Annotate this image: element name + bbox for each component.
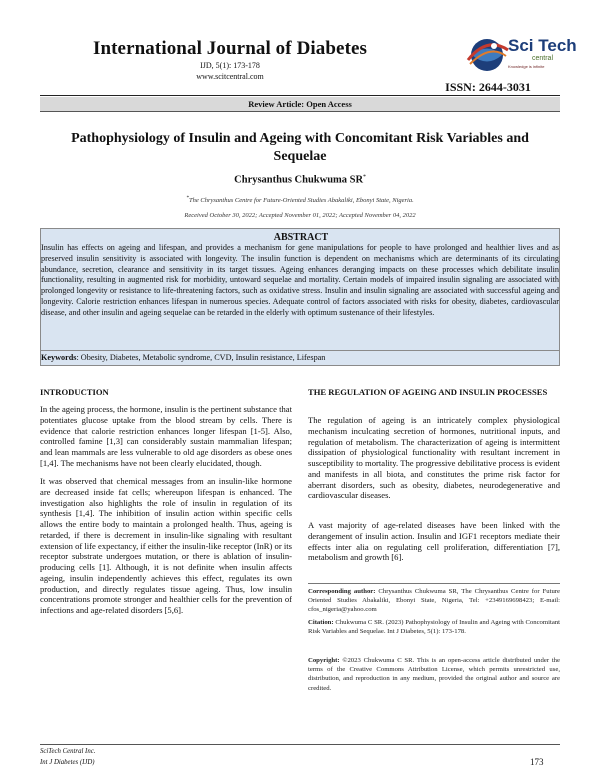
author: Chrysanthus Chukwuma SR* (234, 174, 366, 186)
footer-journal: Int J Diabetes (IJD) (40, 759, 95, 766)
abstract-box (40, 228, 560, 366)
regulation-paragraph-2: A vast majority of age-related diseases have been linked with the derangement of insulin action. Insulin and IGF1 receptors mediate their effects inter alia on regulating cell proliferation, differentiation [7], metabolism and growth [6]. (308, 520, 560, 563)
issn: ISSN: 2644-3031 (445, 80, 531, 94)
abstract-heading: ABSTRACT (273, 232, 329, 243)
logo-wordmark: Sci Tech (508, 36, 577, 55)
meta-divider (308, 583, 560, 584)
article-dates: Received October 30, 2022; Accepted November 01, 2022; Accepted November 04, 2022 (184, 212, 416, 219)
keywords: Keywords: Obesity, Diabetes, Metabolic syndrome, CVD, Insulin resistance, Lifespan (41, 350, 559, 363)
copyright: Copyright: ©2023 Chukwuma C SR. This is an open-access article distributed under the terms of the Creative Commons Attribution License, which permits unrestricted use, distribution, and reproduction in any medium, provided the original author and source are credited. (308, 657, 560, 692)
header-divider (40, 95, 560, 96)
volume-info: IJD, 5(1): 173-178 (200, 61, 260, 70)
regulation-paragraph-1: The regulation of ageing is an intricately complex physiological mechanism inculcating secretion of hormones, nutritional inputs, and regulation of metabolism. The characterization of ageing is intermittent dissipation of physiological functionality with resultant increment in susceptibility to mortality. The progressive debilitative process is evident and manifests in all biota, and constitutes the prime risk factor for aberrant disorders, such as obesity, diabetes, neurodegenerative and cardiovascular diseases. (308, 415, 560, 501)
footer-divider (40, 744, 560, 745)
paper-title: Pathophysiology of Insulin and Ageing with Concomitant Risk Variables and Sequelae (71, 131, 529, 164)
logo-central: central (532, 55, 554, 62)
scitech-logo (462, 30, 592, 82)
introduction-heading: INTRODUCTION (40, 387, 109, 397)
article-type-banner: Review Article: Open Access (40, 97, 560, 111)
footer-publisher: SciTech Central Inc. (40, 748, 96, 755)
introduction-paragraph-1: In the ageing process, the hormone, insulin is the pertinent substance that potentiates glucose uptake from the blood stream by cells. There is evidence that calorie restriction enhances longer lifespan [1-5]. Also, controlled famine [1,3] can considerably sustain mammalian lifespan; and lean mammals are less vulnerable to old age disorders as obese ones [1,4]. The mechanisms have not been clearly elucidated, though. (40, 404, 292, 468)
affiliation: *The Chrysanthus Centre for Future-Oriented Studies Abakaliki, Ebonyi State, Nigeria. (186, 195, 414, 205)
globe-icon (464, 32, 510, 78)
citation: Citation: Chukwuma C SR. (2023) Pathophysiology of Insulin and Ageing with Concomitant Risk Variables and Sequelae. Int J Diabetes, 5(1): 173-178. (308, 619, 560, 636)
introduction-paragraph-2: It was observed that chemical messages from an insulin-like hormone are decreased inside fat cells; whereupon lifespan is enhanced. The investigation also highlights the role of insulin in regulation of its synthesis [1,4]. The inhibition of insulin action within specific cells allows the entire body to maintain a prolonged health. Thus, ageing is retarded, if there is decrement in insulin-like signaling with resultant extension of life expectancy, if either the insulin-like receptor (InR) or its receptor substrate undergoes mutation, or there is ablation of insulin-producing cells [1]. Although, it is not definite when insulin affects ageing, insulin independently achieves this effect, regulates its own production, and directly regulates tissue ageing. Thus, low insulin concentrations promote stronger and healthier cells for the prevention of infections and age-related disorders [5,6]. (40, 476, 292, 615)
corresponding-author: Corresponding author: Chrysanthus Chukwuma SR, The Chrysanthus Centre for Future Oriented Studies Abakaliki, Ebonyi State, Nigeria, Tel: +2349169698423; E-mail: cfos_nigeria@yahoo.com (308, 588, 561, 614)
journal-title: International Journal of Diabetes (92, 38, 368, 59)
banner-divider (40, 111, 560, 112)
regulation-heading: THE REGULATION OF AGEING AND INSULIN PROCESSES (308, 387, 548, 397)
logo-tagline: Knowledge is infinite (508, 64, 545, 69)
abstract-text: Insulin has effects on ageing and lifespan, and provides a mechanism for gene manipulations for people to have prolonged and healthier lives and as preserved insulin sensitivity is associated with longevity. The insulin function is dependent on mechanisms which are determinants of its circulating abundance, secretion, clearance and sensitivity in its target tissues. Ageing enhances deranging impacts on these processes which debilitate insulin functionality, resulting in augmented risk for morbidity, untoward sequelae and mortality. Certain models of impaired insulin signaling are associated with prolonged longevity or resistance to life-threatening factors, such as oxidative stress. Insulin and insulin signaling are associated with successful ageing and longevity. Calorie restriction enhances lifespan in numerous species. Adequate control of factors associated with risks for obesity, diabetes, cardiovascular disease, and other insulin and ageing sequelae can be retarded in the elderly with optimum sustenance of their lifestyles. (41, 243, 559, 317)
journal-url[interactable]: www.scitcentral.com (196, 72, 264, 81)
page-number: 173 (530, 757, 544, 767)
